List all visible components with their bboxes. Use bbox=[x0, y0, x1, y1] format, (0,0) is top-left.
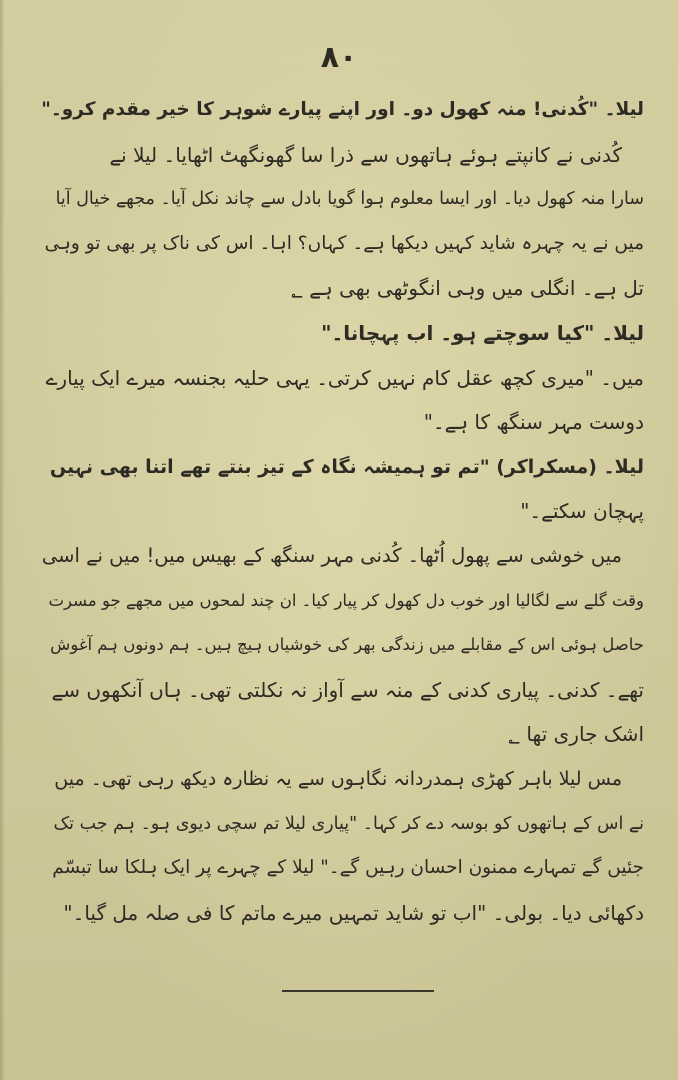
text-line: میں نے یہ چہرہ شاید کہیں دیکھا ہے۔ کہاں؟ اہا۔ اس کی ناک پر بھی تو وہی bbox=[44, 232, 644, 254]
closing-rule bbox=[282, 990, 434, 992]
text-line: دوست مہر سنگھ کا ہے۔" bbox=[423, 410, 644, 435]
text-line: پہچان سکتے۔" bbox=[520, 499, 644, 524]
text-line: اشک جاری تھا ؂ bbox=[508, 722, 644, 747]
text-line: لیلا۔ (مسکراکر) "تم تو ہمیشہ نگاہ کے تیز بنتے تھے اتنا بھی نہیں bbox=[49, 455, 644, 478]
text-line: لیلا۔ "کُدنی! منہ کھول دو۔ اور اپنے پیارے شوہر کا خیر مقدم کرو۔" bbox=[41, 99, 644, 120]
text-line: حاصل ہوئی اس کے مقابلے میں زندگی بھر کی خوشیاں ہیچ ہیں۔ ہم دونوں ہم آغوش bbox=[50, 635, 644, 655]
text-line: لیلا۔ "کیا سوچتے ہو۔ اب پہچانا۔" bbox=[321, 320, 644, 345]
text-line: جئیں گے تمہارے ممنون احسان رہیں گے۔" لیلا کے چہرے پر ایک ہلکا سا تبسّم bbox=[52, 857, 644, 879]
text-line: میں خوشی سے پھول اُٹھا۔ کُدنی مہر سنگھ کے بھیس میں! میں نے اسی bbox=[41, 543, 622, 567]
text-line: مس لیلا باہر کھڑی ہمدردانہ نگاہوں سے یہ نظارہ دیکھ رہی تھی۔ میں bbox=[54, 767, 622, 790]
text-line: نے اس کے ہاتھوں کو بوسہ دے کر کہا۔ "پیاری لیلا تم سچی دیوی ہو۔ ہم جب تک bbox=[53, 813, 644, 834]
text-line: سارا منہ کھول دیا۔ اور ایسا معلوم ہوا گویا بادل سے چاند نکل آیا۔ مجھے خیال آیا bbox=[55, 189, 644, 210]
text-line: دکھائی دیا۔ بولی۔ "اب تو شاید تمہیں میرے ماتم کا فی صلہ مل گیا۔" bbox=[63, 900, 644, 925]
text-line: میں۔ "میری کچھ عقل کام نہیں کرتی۔ یہی حلیہ بجنسہ میرے ایک پیارے bbox=[45, 365, 644, 390]
text-line: کُدنی نے کانپتے ہوئے ہاتھوں سے ذرا سا گھونگھٹ اٹھایا۔ لیلا نے bbox=[109, 142, 622, 167]
body-text bbox=[40, 88, 644, 935]
text-line: وقت گلے سے لگالیا اور خوب دل کھول کر پیار کیا۔ ان چند لمحوں میں مجھے جو مسرت bbox=[48, 590, 644, 610]
text-line: تھے۔ کدنی۔ پیاری کدنی کے منہ سے آواز نہ نکلتی تھی۔ ہاں آنکھوں سے bbox=[51, 677, 644, 702]
page-edge-shadow bbox=[0, 0, 5, 1080]
text-line: تل ہے۔ انگلی میں وہی انگوٹھی بھی ہے ؂ bbox=[291, 276, 644, 301]
page-number: ۸۰ bbox=[320, 40, 358, 75]
